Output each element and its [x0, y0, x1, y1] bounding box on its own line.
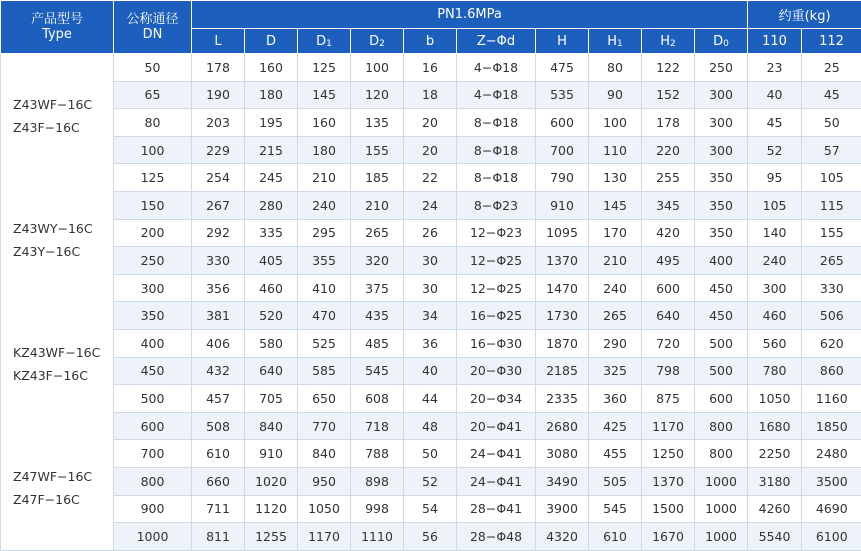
cell-weight-110: 560 — [748, 329, 802, 357]
type-cell — [1, 54, 114, 551]
cell-H2: 420 — [642, 219, 695, 247]
cell-L: 457 — [192, 385, 245, 413]
cell-weight-112: 506 — [802, 302, 861, 330]
cell-H: 910 — [536, 191, 589, 219]
cell-weight-112: 620 — [802, 329, 861, 357]
cell-b: 36 — [404, 329, 457, 357]
cell-D2: 788 — [351, 440, 404, 468]
cell-weight-110: 3180 — [748, 467, 802, 495]
cell-D: 335 — [245, 219, 298, 247]
cell-b: 50 — [404, 440, 457, 468]
cell-D0: 450 — [695, 274, 748, 302]
cell-dn: 1000 — [114, 523, 192, 551]
table-row — [1, 274, 861, 302]
cell-D1: 1050 — [298, 495, 351, 523]
cell-D2: 545 — [351, 357, 404, 385]
cell-H2: 1250 — [642, 440, 695, 468]
cell-H2: 1170 — [642, 412, 695, 440]
dn-header-en: DN — [114, 27, 191, 42]
cell-L: 356 — [192, 274, 245, 302]
cell-L: 711 — [192, 495, 245, 523]
cell-D0: 1000 — [695, 467, 748, 495]
type-model-label: KZ43WF−16C — [13, 341, 113, 364]
cell-b: 30 — [404, 274, 457, 302]
cell-weight-112: 1160 — [802, 385, 861, 413]
cell-D1: 160 — [298, 109, 351, 137]
type-group — [13, 426, 113, 550]
cell-D: 180 — [245, 81, 298, 109]
cell-H1: 505 — [589, 467, 642, 495]
cell-b: 26 — [404, 219, 457, 247]
cell-L: 381 — [192, 302, 245, 330]
table-row — [1, 385, 861, 413]
cell-H1: 90 — [589, 81, 642, 109]
cell-L: 203 — [192, 109, 245, 137]
cell-D0: 1000 — [695, 523, 748, 551]
cell-L: 254 — [192, 164, 245, 192]
cell-H: 3490 — [536, 467, 589, 495]
cell-H1: 80 — [589, 54, 642, 82]
cell-D: 910 — [245, 440, 298, 468]
type-header-en: Type — [1, 27, 113, 42]
cell-D0: 350 — [695, 191, 748, 219]
cell-weight-110: 240 — [748, 247, 802, 275]
cell-weight-110: 2250 — [748, 440, 802, 468]
cell-H2: 1370 — [642, 467, 695, 495]
table-row — [1, 302, 861, 330]
col-header-H1 — [589, 29, 642, 54]
cell-dn: 125 — [114, 164, 192, 192]
cell-D1: 525 — [298, 329, 351, 357]
cell-D1: 210 — [298, 164, 351, 192]
cell-H2: 122 — [642, 54, 695, 82]
cell-z-phi-d: 8−Φ18 — [457, 164, 536, 192]
type-model-label: Z43WF−16C — [13, 93, 113, 116]
type-model-label: Z43F−16C — [13, 116, 113, 139]
cell-D1: 410 — [298, 274, 351, 302]
table-row — [1, 219, 861, 247]
col-header-H2-base: H — [660, 34, 670, 49]
dn-header-cn: 公称通径 — [114, 12, 191, 27]
cell-z-phi-d: 8−Φ23 — [457, 191, 536, 219]
cell-H1: 290 — [589, 329, 642, 357]
table-header — [1, 1, 861, 54]
cell-D: 245 — [245, 164, 298, 192]
cell-weight-110: 1680 — [748, 412, 802, 440]
table-body — [1, 54, 861, 551]
cell-weight-112: 25 — [802, 54, 861, 82]
cell-z-phi-d: 16−Φ30 — [457, 329, 536, 357]
cell-H2: 220 — [642, 136, 695, 164]
cell-D: 160 — [245, 54, 298, 82]
cell-dn: 200 — [114, 219, 192, 247]
table-row — [1, 329, 861, 357]
cell-H2: 875 — [642, 385, 695, 413]
cell-weight-112: 330 — [802, 274, 861, 302]
cell-L: 660 — [192, 467, 245, 495]
cell-D2: 898 — [351, 467, 404, 495]
cell-D: 195 — [245, 109, 298, 137]
col-header-z-phi-d: Z−Φd — [457, 29, 536, 54]
cell-H: 2335 — [536, 385, 589, 413]
cell-D: 520 — [245, 302, 298, 330]
cell-b: 34 — [404, 302, 457, 330]
cell-D2: 998 — [351, 495, 404, 523]
col-header-H1-sub: 1 — [617, 39, 623, 49]
cell-z-phi-d: 8−Φ18 — [457, 109, 536, 137]
cell-dn: 700 — [114, 440, 192, 468]
cell-L: 432 — [192, 357, 245, 385]
cell-dn: 900 — [114, 495, 192, 523]
cell-weight-112: 3500 — [802, 467, 861, 495]
cell-z-phi-d: 20−Φ34 — [457, 385, 536, 413]
col-header-H2-sub: 2 — [670, 39, 676, 49]
cell-D: 705 — [245, 385, 298, 413]
cell-dn: 600 — [114, 412, 192, 440]
cell-H1: 110 — [589, 136, 642, 164]
col-header-D1-base: D — [316, 34, 326, 49]
cell-H1: 240 — [589, 274, 642, 302]
cell-b: 20 — [404, 109, 457, 137]
table-row — [1, 109, 861, 137]
cell-D2: 120 — [351, 81, 404, 109]
cell-D0: 800 — [695, 440, 748, 468]
cell-D0: 800 — [695, 412, 748, 440]
col-header-D2 — [351, 29, 404, 54]
cell-dn: 250 — [114, 247, 192, 275]
cell-dn: 400 — [114, 329, 192, 357]
col-header-weight-110: 110 — [748, 29, 802, 54]
cell-D2: 435 — [351, 302, 404, 330]
cell-L: 508 — [192, 412, 245, 440]
cell-H2: 600 — [642, 274, 695, 302]
cell-weight-110: 105 — [748, 191, 802, 219]
table-row — [1, 495, 861, 523]
cell-D0: 350 — [695, 164, 748, 192]
cell-b: 22 — [404, 164, 457, 192]
type-group — [13, 302, 113, 426]
cell-D1: 840 — [298, 440, 351, 468]
cell-weight-112: 105 — [802, 164, 861, 192]
cell-H1: 610 — [589, 523, 642, 551]
cell-L: 610 — [192, 440, 245, 468]
table-row — [1, 136, 861, 164]
cell-weight-110: 52 — [748, 136, 802, 164]
cell-weight-112: 6100 — [802, 523, 861, 551]
cell-dn: 500 — [114, 385, 192, 413]
cell-H2: 255 — [642, 164, 695, 192]
cell-D: 640 — [245, 357, 298, 385]
cell-L: 178 — [192, 54, 245, 82]
cell-D2: 265 — [351, 219, 404, 247]
cell-D0: 500 — [695, 329, 748, 357]
cell-z-phi-d: 4−Φ18 — [457, 81, 536, 109]
cell-weight-110: 45 — [748, 109, 802, 137]
cell-z-phi-d: 20−Φ41 — [457, 412, 536, 440]
cell-b: 48 — [404, 412, 457, 440]
cell-weight-110: 4260 — [748, 495, 802, 523]
cell-D0: 300 — [695, 109, 748, 137]
cell-L: 330 — [192, 247, 245, 275]
cell-H: 475 — [536, 54, 589, 82]
cell-z-phi-d: 28−Φ41 — [457, 495, 536, 523]
cell-D0: 350 — [695, 219, 748, 247]
cell-weight-112: 45 — [802, 81, 861, 109]
cell-D1: 585 — [298, 357, 351, 385]
col-header-D1-sub: 1 — [326, 39, 332, 49]
table-row — [1, 412, 861, 440]
cell-b: 18 — [404, 81, 457, 109]
pressure-header: PN1.6MPa — [192, 1, 748, 29]
col-header-D0 — [695, 29, 748, 54]
cell-H: 535 — [536, 81, 589, 109]
cell-D: 840 — [245, 412, 298, 440]
cell-H2: 178 — [642, 109, 695, 137]
cell-D2: 155 — [351, 136, 404, 164]
cell-H2: 1500 — [642, 495, 695, 523]
cell-weight-112: 265 — [802, 247, 861, 275]
cell-D: 1120 — [245, 495, 298, 523]
cell-D: 1020 — [245, 467, 298, 495]
cell-D: 405 — [245, 247, 298, 275]
cell-D: 580 — [245, 329, 298, 357]
cell-H1: 265 — [589, 302, 642, 330]
cell-dn: 100 — [114, 136, 192, 164]
cell-dn: 150 — [114, 191, 192, 219]
col-header-D2-sub: 2 — [379, 39, 385, 49]
type-model-label: Z43Y−16C — [13, 240, 113, 263]
cell-weight-112: 115 — [802, 191, 861, 219]
cell-D1: 125 — [298, 54, 351, 82]
type-model-label: Z43WY−16C — [13, 217, 113, 240]
cell-b: 52 — [404, 467, 457, 495]
cell-D0: 450 — [695, 302, 748, 330]
cell-H2: 798 — [642, 357, 695, 385]
cell-z-phi-d: 12−Φ25 — [457, 247, 536, 275]
cell-L: 190 — [192, 81, 245, 109]
cell-weight-110: 780 — [748, 357, 802, 385]
cell-H2: 1670 — [642, 523, 695, 551]
table-row — [1, 247, 861, 275]
cell-D1: 355 — [298, 247, 351, 275]
cell-H2: 640 — [642, 302, 695, 330]
cell-H: 2680 — [536, 412, 589, 440]
cell-H: 4320 — [536, 523, 589, 551]
cell-D0: 500 — [695, 357, 748, 385]
cell-H1: 545 — [589, 495, 642, 523]
dn-header — [114, 1, 192, 54]
cell-H1: 210 — [589, 247, 642, 275]
cell-weight-112: 860 — [802, 357, 861, 385]
table-row — [1, 440, 861, 468]
cell-weight-110: 300 — [748, 274, 802, 302]
type-header — [1, 1, 114, 54]
cell-z-phi-d: 28−Φ48 — [457, 523, 536, 551]
cell-H: 700 — [536, 136, 589, 164]
cell-z-phi-d: 12−Φ25 — [457, 274, 536, 302]
cell-H: 1095 — [536, 219, 589, 247]
cell-dn: 80 — [114, 109, 192, 137]
cell-D1: 240 — [298, 191, 351, 219]
cell-D: 215 — [245, 136, 298, 164]
cell-D2: 185 — [351, 164, 404, 192]
cell-weight-112: 4690 — [802, 495, 861, 523]
cell-weight-110: 40 — [748, 81, 802, 109]
cell-weight-112: 1850 — [802, 412, 861, 440]
col-header-b: b — [404, 29, 457, 54]
cell-b: 30 — [404, 247, 457, 275]
cell-H: 600 — [536, 109, 589, 137]
col-header-H: H — [536, 29, 589, 54]
cell-D1: 650 — [298, 385, 351, 413]
col-header-H1-base: H — [607, 34, 617, 49]
type-header-cn: 产品型号 — [1, 12, 113, 27]
table-row — [1, 523, 861, 551]
table-row — [1, 54, 861, 82]
col-header-D2-base: D — [369, 34, 379, 49]
cell-H1: 425 — [589, 412, 642, 440]
cell-H2: 495 — [642, 247, 695, 275]
cell-H1: 100 — [589, 109, 642, 137]
cell-D1: 145 — [298, 81, 351, 109]
cell-dn: 350 — [114, 302, 192, 330]
cell-H1: 145 — [589, 191, 642, 219]
cell-H2: 152 — [642, 81, 695, 109]
cell-D1: 1170 — [298, 523, 351, 551]
cell-D1: 180 — [298, 136, 351, 164]
cell-weight-110: 1050 — [748, 385, 802, 413]
cell-b: 56 — [404, 523, 457, 551]
cell-dn: 300 — [114, 274, 192, 302]
cell-weight-110: 140 — [748, 219, 802, 247]
cell-weight-110: 95 — [748, 164, 802, 192]
table-row — [1, 467, 861, 495]
col-header-D1 — [298, 29, 351, 54]
cell-z-phi-d: 16−Φ25 — [457, 302, 536, 330]
cell-D0: 250 — [695, 54, 748, 82]
cell-H1: 130 — [589, 164, 642, 192]
cell-dn: 450 — [114, 357, 192, 385]
cell-weight-112: 2480 — [802, 440, 861, 468]
cell-H2: 720 — [642, 329, 695, 357]
cell-D: 280 — [245, 191, 298, 219]
cell-z-phi-d: 8−Φ18 — [457, 136, 536, 164]
cell-D1: 950 — [298, 467, 351, 495]
cell-H: 1470 — [536, 274, 589, 302]
cell-L: 229 — [192, 136, 245, 164]
cell-weight-110: 460 — [748, 302, 802, 330]
cell-D2: 375 — [351, 274, 404, 302]
cell-weight-110: 5540 — [748, 523, 802, 551]
cell-dn: 50 — [114, 54, 192, 82]
cell-H: 1870 — [536, 329, 589, 357]
cell-H: 790 — [536, 164, 589, 192]
cell-D0: 400 — [695, 247, 748, 275]
cell-weight-112: 155 — [802, 219, 861, 247]
cell-H: 3900 — [536, 495, 589, 523]
cell-D: 1255 — [245, 523, 298, 551]
cell-b: 16 — [404, 54, 457, 82]
cell-L: 811 — [192, 523, 245, 551]
col-header-L: L — [192, 29, 245, 54]
table-row — [1, 191, 861, 219]
cell-H: 3080 — [536, 440, 589, 468]
table-row — [1, 81, 861, 109]
col-header-weight-112: 112 — [802, 29, 861, 54]
cell-D0: 1000 — [695, 495, 748, 523]
cell-D2: 135 — [351, 109, 404, 137]
col-header-H2 — [642, 29, 695, 54]
cell-b: 44 — [404, 385, 457, 413]
cell-D2: 210 — [351, 191, 404, 219]
cell-z-phi-d: 4−Φ18 — [457, 54, 536, 82]
col-header-D0-base: D — [713, 34, 723, 49]
cell-L: 406 — [192, 329, 245, 357]
type-model-label: Z47WF−16C — [13, 465, 113, 488]
cell-z-phi-d: 12−Φ23 — [457, 219, 536, 247]
type-group — [13, 178, 113, 302]
cell-D2: 485 — [351, 329, 404, 357]
cell-b: 24 — [404, 191, 457, 219]
cell-b: 54 — [404, 495, 457, 523]
cell-D: 460 — [245, 274, 298, 302]
table-row — [1, 357, 861, 385]
cell-dn: 65 — [114, 81, 192, 109]
cell-H1: 170 — [589, 219, 642, 247]
cell-z-phi-d: 24−Φ41 — [457, 440, 536, 468]
cell-D1: 470 — [298, 302, 351, 330]
weight-header: 约重(kg) — [748, 1, 861, 29]
cell-D2: 1110 — [351, 523, 404, 551]
cell-H: 1370 — [536, 247, 589, 275]
cell-L: 267 — [192, 191, 245, 219]
cell-D2: 320 — [351, 247, 404, 275]
cell-D2: 718 — [351, 412, 404, 440]
cell-D2: 608 — [351, 385, 404, 413]
cell-b: 20 — [404, 136, 457, 164]
cell-z-phi-d: 24−Φ41 — [457, 467, 536, 495]
col-header-D0-sub: 0 — [723, 39, 729, 49]
type-group — [13, 54, 113, 178]
col-header-D: D — [245, 29, 298, 54]
cell-H: 2185 — [536, 357, 589, 385]
cell-D1: 770 — [298, 412, 351, 440]
type-model-label: Z47F−16C — [13, 488, 113, 511]
cell-D0: 300 — [695, 81, 748, 109]
cell-b: 40 — [404, 357, 457, 385]
cell-L: 292 — [192, 219, 245, 247]
cell-dn: 800 — [114, 467, 192, 495]
cell-weight-112: 50 — [802, 109, 861, 137]
cell-D0: 600 — [695, 385, 748, 413]
cell-H1: 325 — [589, 357, 642, 385]
type-model-label: KZ43F−16C — [13, 364, 113, 387]
cell-H1: 455 — [589, 440, 642, 468]
cell-H2: 345 — [642, 191, 695, 219]
table-row — [1, 164, 861, 192]
cell-weight-110: 23 — [748, 54, 802, 82]
cell-H: 1730 — [536, 302, 589, 330]
cell-z-phi-d: 20−Φ30 — [457, 357, 536, 385]
cell-D2: 100 — [351, 54, 404, 82]
cell-D0: 300 — [695, 136, 748, 164]
cell-H1: 360 — [589, 385, 642, 413]
cell-D1: 295 — [298, 219, 351, 247]
cell-weight-112: 57 — [802, 136, 861, 164]
